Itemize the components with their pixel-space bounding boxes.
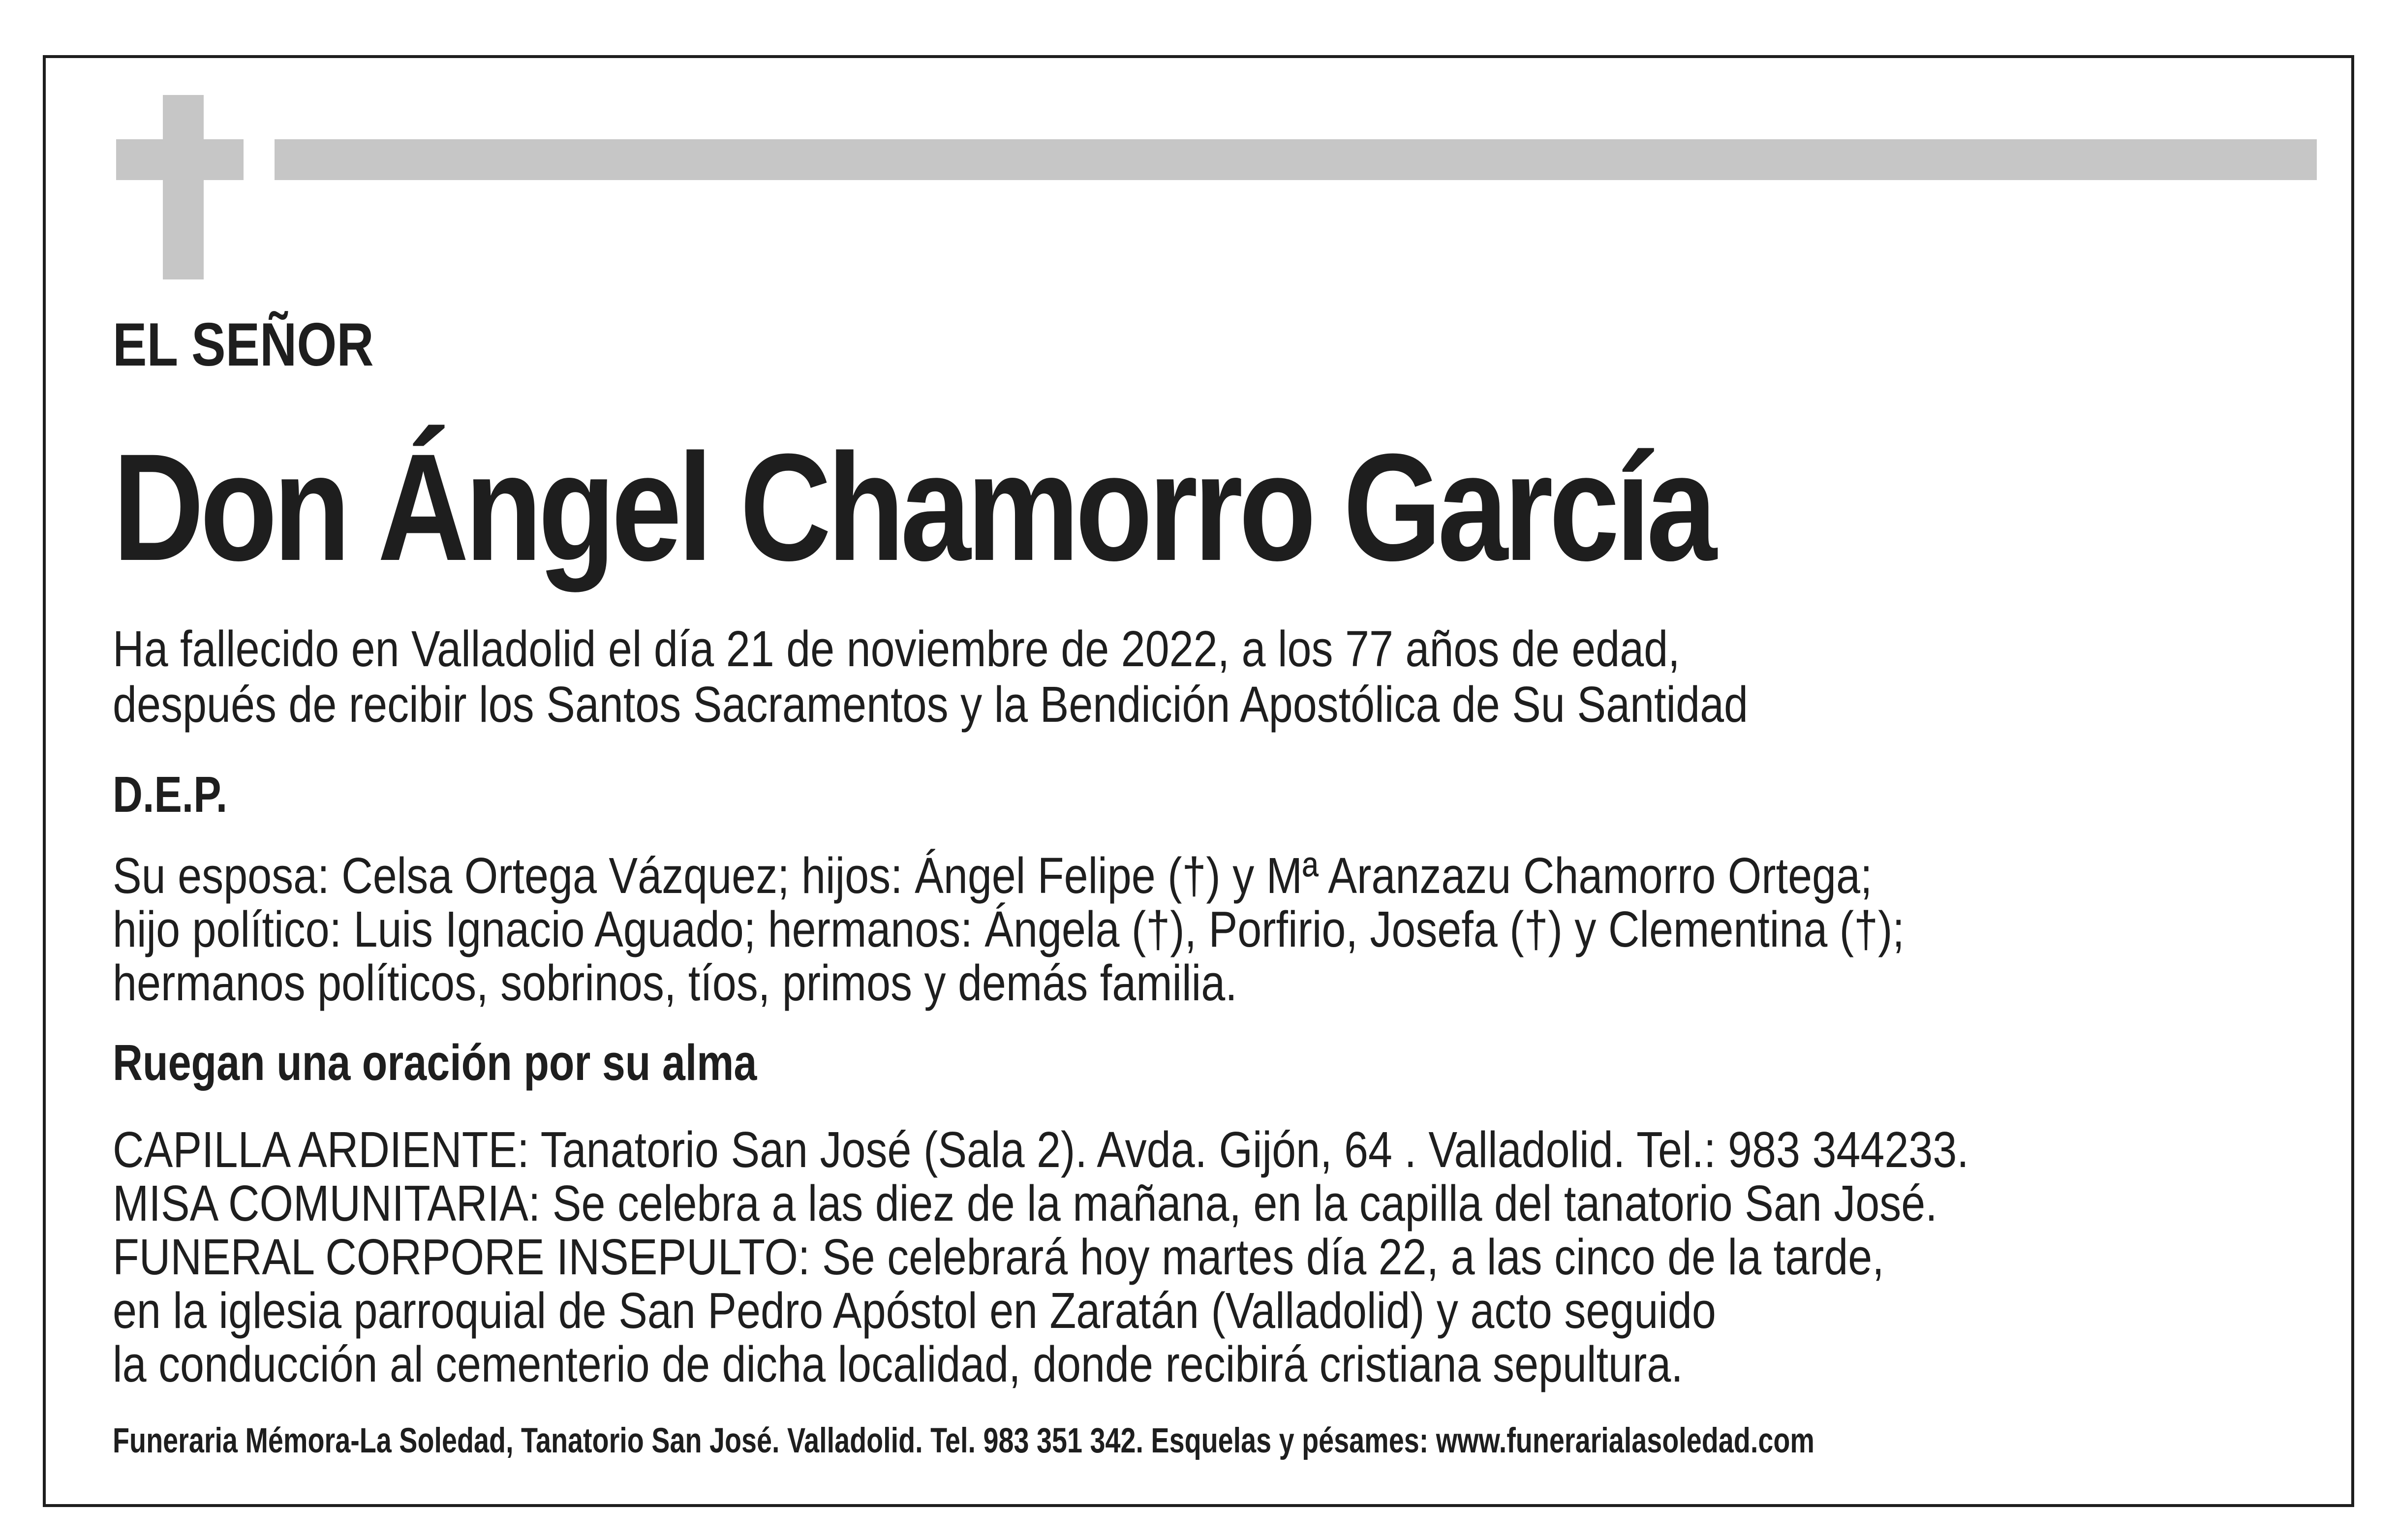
service-line: FUNERAL CORPORE INSEPULTO: Se celebrará hoy martes día 22, a las cinco de la tarde,	[113, 1229, 1884, 1285]
prayer-request: Ruegan una oración por su alma	[113, 1034, 757, 1091]
announcement-line: después de recibir los Santos Sacramentos y la Bendición Apostólica de Su Santidad	[113, 676, 1749, 733]
family-line: hijo político: Luis Ignacio Aguado; hermanos: Ángela (†), Porfirio, Josefa (†) y Clementina (†);	[113, 901, 1905, 957]
funeral-home-footer: Funeraria Mémora-La Soledad, Tanatorio San José. Valladolid. Tel. 983 351 342. Esquelas y pésames: www.funerarialasoledad.com	[113, 1421, 1814, 1460]
dep-heading: D.E.P.	[113, 766, 228, 823]
family-line: Su esposa: Celsa Ortega Vázquez; hijos: Ángel Felipe (†) y Mª Aranzazu Chamorro Ortega;	[113, 847, 1873, 904]
cross-horizontal-bar	[116, 139, 244, 180]
honorific: EL SEÑOR	[113, 311, 374, 379]
announcement-line: Ha fallecido en Valladolid el día 21 de noviembre de 2022, a los 77 años de edad,	[113, 620, 1680, 677]
service-line: en la iglesia parroquial de San Pedro Apóstol en Zaratán (Valladolid) y acto seguido	[113, 1282, 1716, 1339]
header-divider-bar	[275, 139, 2317, 180]
service-line: MISA COMUNITARIA: Se celebra a las diez de la mañana, en la capilla del tanatorio San José.	[113, 1175, 1937, 1232]
service-line: CAPILLA ARDIENTE: Tanatorio San José (Sala 2). Avda. Gijón, 64 . Valladolid. Tel.: 983 344233.	[113, 1121, 1969, 1178]
cross-vertical-bar	[163, 95, 204, 279]
family-line: hermanos políticos, sobrinos, tíos, primos y demás familia.	[113, 955, 1237, 1011]
deceased-name: Don Ángel Chamorro García	[113, 422, 1713, 592]
service-line: la conducción al cementerio de dicha localidad, donde recibirá cristiana sepultura.	[113, 1336, 1683, 1392]
